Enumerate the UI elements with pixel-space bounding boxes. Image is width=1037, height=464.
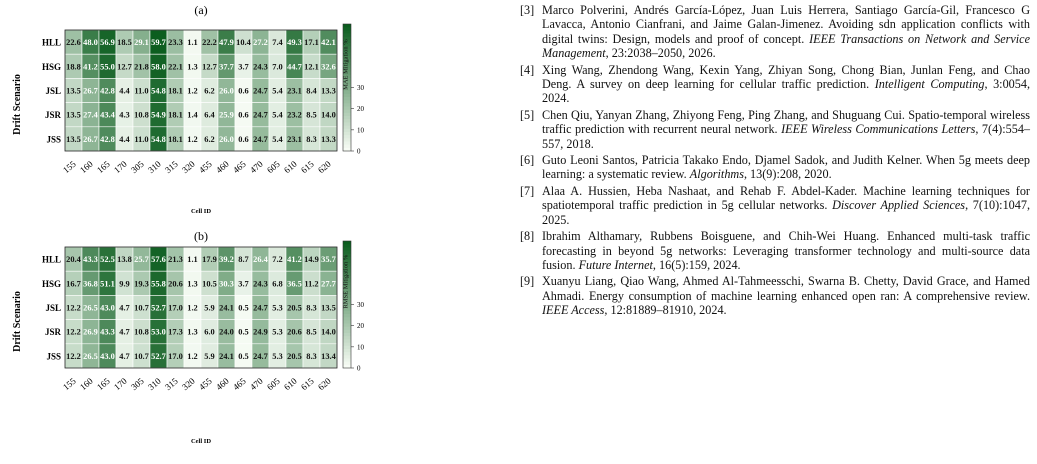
heatmap-cell-label: 5.4: [272, 134, 283, 144]
heatmap-cell-label: 47.9: [219, 38, 234, 48]
heatmap-cell-label: 8.4: [306, 86, 317, 96]
reference-text: Xing Wang, Zhendong Wang, Kexin Yang, Zhiyan Song, Chong Bian, Junlan Feng, and Chao Deng. A survey on deep learning for cellular traffic prediction.: [542, 62, 1030, 92]
reference-text: Alaa A. Hussien, Heba Nashaat, and Rehab F. Abdel-Kader. Machine learning techniques for spatiotemporal traffic prediction in 5g cellular networks.: [542, 183, 1030, 213]
colorbar-segment: [343, 311, 351, 315]
heatmap-cell-label: 26.9: [83, 327, 98, 337]
heatmap-cell-label: 43.0: [100, 351, 115, 361]
colorbar-segment: [343, 251, 351, 255]
heatmap-cell-label: 14.0: [321, 110, 336, 120]
heatmap-cell-label: 49.3: [287, 38, 302, 48]
heatmap-cell-label: 18.1: [168, 110, 183, 120]
heatmap-cell-label: 1.4: [187, 110, 198, 120]
reference-list: [520, 3, 1030, 320]
heatmap-cell-label: 13.3: [321, 134, 336, 144]
heatmap-cell-label: 10.8: [134, 327, 149, 337]
heatmap-cell-label: 9.9: [119, 279, 130, 289]
x-tick-label: 310: [146, 158, 163, 176]
heatmap-cell-label: 12.2: [66, 303, 81, 313]
heatmap-cell-label: 1.1: [187, 38, 198, 48]
heatmap-cell-label: 27.2: [253, 38, 268, 48]
heatmap-cell-label: 22.1: [168, 62, 183, 72]
heatmap-cell-label: 13.5: [66, 134, 81, 144]
reference-tail: , 16(5):159, 2024.: [652, 257, 741, 272]
x-tick-label: 465: [231, 375, 248, 393]
heatmap-cell-label: 6.8: [272, 279, 283, 289]
heatmap-cell-label: 0.5: [238, 303, 249, 313]
colorbar-segment: [343, 314, 351, 318]
heatmap-cell-label: 1.1: [187, 255, 198, 265]
reference-text: Marco Polverini, Andrés García-López, Juan Luis Herrera, Santiago García-Gil, Francesco G Lavacca, Antonio Cianfrani, and Jaime Galan-Jimenez. Avoiding sdn application conflicts with digital twins: Design, models and proof of concept.: [542, 3, 1030, 46]
heatmap-cell-label: 0.6: [238, 110, 249, 120]
heatmap-cell-label: 8.3: [306, 303, 317, 313]
heatmap-cell-label: 13.5: [66, 86, 81, 96]
heatmap-cell-label: 55.0: [100, 62, 115, 72]
heatmap-cell-label: 26.4: [253, 255, 268, 265]
heatmap-cell-label: 42.8: [100, 86, 115, 96]
heatmap-cell-label: 51.1: [100, 279, 115, 289]
y-tick-label: JSL: [45, 303, 61, 313]
x-tick-label: 320: [180, 375, 197, 393]
colorbar-segment: [343, 336, 351, 340]
heatmap-cell-label: 24.7: [253, 110, 268, 120]
heatmap-cell-label: 19.3: [134, 279, 149, 289]
heatmap-cell-label: 5.9: [204, 303, 215, 313]
x-tick-label: 320: [180, 158, 197, 176]
heatmap-cell-label: 20.5: [287, 303, 302, 313]
heatmap-cell-label: 42.1: [321, 38, 336, 48]
heatmap-cell-label: 10.4: [236, 38, 251, 48]
colorbar-segment: [343, 126, 351, 130]
heatmap-cell-label: 6.4: [204, 110, 215, 120]
heatmap-cell-label: 0.6: [238, 134, 249, 144]
x-tick-label: 620: [316, 158, 333, 176]
heatmap-cell-label: 13.8: [117, 255, 132, 265]
colorbar-tick-label: 30: [357, 301, 364, 309]
heatmap-cell-label: 20.6: [168, 279, 183, 289]
colorbar-segment: [343, 343, 351, 347]
heatmap-cell-label: 32.6: [321, 62, 336, 72]
heatmap-cell-label: 55.8: [151, 279, 166, 289]
heatmap-cell-label: 10.7: [134, 303, 149, 313]
heatmap-cell-label: 25.9: [219, 110, 234, 120]
x-tick-label: 615: [299, 158, 316, 176]
x-tick-label: 305: [129, 375, 146, 393]
y-tick-label: HSG: [41, 278, 61, 289]
heatmap-cell-label: 8.5: [306, 110, 317, 120]
heatmap-cell-label: 48.0: [83, 38, 98, 48]
reference-number: [3]: [520, 3, 535, 17]
x-tick-label: 470: [248, 375, 265, 393]
heatmap-cell-label: 22.2: [202, 38, 217, 48]
heatmap-cell-label: 24.7: [253, 303, 268, 313]
heatmap-cell-label: 59.7: [151, 38, 166, 48]
heatmap-cell-label: 4.7: [119, 327, 130, 337]
heatmap-cell-label: 10.7: [134, 351, 149, 361]
y-tick-label: HLL: [41, 37, 61, 48]
colorbar-segment: [343, 330, 351, 334]
heatmap-cell-label: 36.5: [287, 279, 302, 289]
heatmap-cell-label: 18.1: [168, 86, 183, 96]
x-tick-label: 455: [197, 158, 214, 176]
x-tick-label: 165: [95, 375, 112, 393]
colorbar-label: MAE Mitigation %: [342, 39, 350, 90]
heatmap-cell-label: 54.8: [151, 86, 166, 96]
heatmap-cell-label: 7.2: [272, 255, 283, 265]
heatmap-cell-label: 11.2: [304, 279, 319, 289]
reference-venue: IEEE Access: [542, 303, 605, 318]
heatmap-cell-label: 29.1: [134, 38, 149, 48]
heatmap-cell-label: 24.3: [253, 279, 268, 289]
heatmap-cell-label: 37.7: [219, 62, 234, 72]
reference-venue: IEEE Wireless Communications Letters: [781, 122, 976, 137]
heatmap-cell-label: 20.6: [287, 327, 302, 337]
heatmap-cell-label: 52.7: [151, 351, 166, 361]
heatmap-cell-label: 5.4: [272, 110, 283, 120]
colorbar-segment: [343, 91, 351, 95]
reference-item: [520, 274, 1030, 317]
heatmap-cell-label: 18.1: [168, 134, 183, 144]
x-tick-label: 465: [231, 158, 248, 176]
heatmap-cell-label: 44.7: [287, 62, 302, 72]
reference-tail: , 7(10):1047, 2025.: [542, 198, 1030, 227]
heatmap-cell-label: 23.3: [168, 38, 183, 48]
heatmap-cell-label: 1.2: [187, 351, 198, 361]
heatmap-cell-label: 12.7: [202, 62, 217, 72]
colorbar-segment: [343, 135, 351, 139]
colorbar-segment: [343, 97, 351, 101]
heatmap-cell-label: 13.4: [321, 351, 336, 361]
x-tick-label: 170: [112, 158, 129, 176]
heatmap-cell-label: 30.3: [219, 279, 234, 289]
heatmap-cell-label: 1.3: [187, 62, 198, 72]
colorbar-tick-label: 10: [357, 126, 364, 135]
heatmap-cell-label: 8.3: [306, 351, 317, 361]
x-tick-label: 620: [316, 375, 333, 393]
heatmap-cell-label: 26.7: [83, 134, 98, 144]
heatmap-cell-label: 1.2: [187, 134, 198, 144]
heatmap-cell-label: 27.7: [321, 279, 336, 289]
heatmap-cell-label: 0.5: [238, 351, 249, 361]
x-tick-label: 170: [112, 375, 129, 393]
heatmap-cell-label: 5.4: [272, 86, 283, 96]
heatmap-cell-label: 1.3: [187, 279, 198, 289]
reference-number: [6]: [520, 153, 535, 168]
colorbar-segment: [343, 362, 351, 366]
reference-item: [520, 108, 1030, 151]
colorbar-segment: [343, 138, 351, 142]
heatmap-cell-label: 4.7: [119, 351, 130, 361]
colorbar-segment: [343, 145, 351, 149]
y-tick-label: JSS: [46, 134, 61, 145]
heatmap-cell-label: 24.1: [219, 303, 234, 313]
heatmap-cell-label: 24.7: [253, 86, 268, 96]
heatmap-cell-label: 52.7: [151, 303, 166, 313]
heatmap-figure: [0, 0, 500, 464]
heatmap-cell-label: 7.4: [272, 38, 283, 48]
reference-number: [8]: [520, 229, 535, 244]
colorbar-segment: [343, 24, 351, 28]
heatmap-cell-label: 3.7: [238, 279, 249, 289]
x-tick-label: 615: [299, 375, 316, 393]
reference-venue: IEEE Transactions on Network and Service Management: [542, 31, 1030, 61]
heatmap-cell-label: 57.6: [151, 255, 166, 265]
reference-venue: Algorithms: [689, 167, 744, 182]
reference-number: [4]: [520, 62, 535, 77]
heatmap-cell-label: 27.4: [83, 110, 98, 120]
heatmap-cell-label: 43.3: [83, 255, 98, 265]
heatmap-cell-label: 20.5: [287, 351, 302, 361]
colorbar-segment: [343, 324, 351, 328]
heatmap-cell-label: 5.3: [272, 327, 283, 337]
heatmap-svg: [0, 0, 500, 464]
x-axis-label: Cell ID: [190, 438, 212, 445]
colorbar-segment: [343, 110, 351, 114]
heatmap-cell-label: 17.0: [168, 351, 183, 361]
reference-number: [7]: [520, 183, 535, 198]
colorbar-segment: [343, 141, 351, 145]
heatmap-cell-label: 8.3: [306, 134, 317, 144]
heatmap-cell-label: 11.0: [134, 134, 149, 144]
heatmap-cell-label: 23.2: [287, 110, 302, 120]
reference-item: [520, 184, 1030, 227]
y-tick-label: JSL: [45, 86, 61, 96]
colorbar-segment: [343, 320, 351, 324]
heatmap-cell-label: 52.5: [100, 255, 115, 265]
heatmap-cell-label: 23.1: [287, 134, 302, 144]
heatmap-cell-label: 24.0: [219, 327, 234, 337]
colorbar-segment: [343, 352, 351, 356]
heatmap-cell-label: 25.7: [134, 255, 149, 265]
heatmap-cell-label: 8.7: [238, 255, 249, 265]
heatmap-cell-label: 12.2: [66, 327, 81, 337]
colorbar-segment: [343, 333, 351, 337]
colorbar-tick-label: 0: [357, 147, 361, 156]
y-tick-label: HSG: [41, 61, 61, 72]
x-tick-label: 470: [248, 158, 265, 176]
colorbar-tick-label: 30: [357, 84, 364, 92]
colorbar-segment: [343, 244, 351, 248]
reference-item: [520, 63, 1030, 106]
heatmap-cell-label: 43.3: [100, 327, 115, 337]
x-tick-label: 160: [78, 375, 95, 393]
x-tick-label: 610: [282, 375, 299, 393]
heatmap-cell-label: 17.0: [168, 303, 183, 313]
heatmap-cell-label: 12.1: [304, 62, 319, 72]
heatmap-cell-label: 26.0: [219, 86, 234, 96]
heatmap-cell-label: 58.0: [151, 62, 166, 72]
colorbar-tick-label: 20: [357, 322, 364, 331]
reference-tail: , 3:0054, 2024.: [542, 77, 1030, 106]
reference-venue: Discover Applied Sciences: [832, 198, 966, 213]
x-tick-label: 160: [78, 158, 95, 176]
colorbar-segment: [343, 103, 351, 107]
colorbar-segment: [343, 317, 351, 321]
heatmap-cell-label: 39.2: [219, 255, 234, 265]
x-tick-label: 155: [61, 158, 78, 176]
heatmap-cell-label: 3.7: [238, 62, 249, 72]
heatmap-cell-label: 56.9: [100, 38, 115, 48]
heatmap-cell-label: 18.8: [66, 62, 81, 72]
colorbar-segment: [343, 122, 351, 126]
reference-tail: , 7(4):554–557, 2018.: [542, 122, 1031, 151]
heatmap-cell-label: 0.6: [238, 86, 249, 96]
reference-item: [520, 3, 1030, 61]
x-tick-label: 605: [265, 375, 282, 393]
reference-number: [9]: [520, 274, 535, 289]
heatmap-cell-label: 17.9: [202, 255, 217, 265]
colorbar-segment: [343, 113, 351, 117]
x-tick-label: 315: [163, 375, 180, 393]
x-tick-label: 460: [214, 158, 231, 176]
heatmap-cell-label: 35.7: [321, 255, 336, 265]
colorbar-segment: [343, 339, 351, 343]
heatmap-cell-label: 26.5: [83, 303, 98, 313]
x-tick-label: 310: [146, 375, 163, 393]
heatmap-cell-label: 26.5: [83, 351, 98, 361]
heatmap-cell-label: 36.8: [83, 279, 98, 289]
heatmap-cell-label: 23.1: [287, 86, 302, 96]
reference-text: Xuanyu Liang, Qiao Wang, Ahmed Al-Tahmeesschi, Swarna B. Chetty, David Grace, and Hamed Ahmadi. Energy consumption of machine learning enhanced open ran: A comprehensive review.: [542, 274, 1030, 303]
heatmap-cell-label: 43.4: [100, 110, 115, 120]
x-tick-label: 315: [163, 158, 180, 176]
heatmap-cell-label: 54.8: [151, 134, 166, 144]
heatmap-cell-label: 24.3: [253, 62, 268, 72]
y-tick-label: HLL: [41, 254, 61, 265]
heatmap-cell-label: 12.7: [117, 62, 132, 72]
heatmap-cell-label: 41.2: [83, 62, 98, 72]
heatmap-cell-label: 4.3: [119, 110, 130, 120]
heatmap-cell-label: 4.7: [119, 303, 130, 313]
heatmap-cell-label: 24.9: [253, 327, 268, 337]
x-tick-label: 455: [197, 375, 214, 393]
reference-tail: , 23:2038–2050, 2026.: [605, 46, 716, 61]
heatmap-cell-label: 10.5: [202, 279, 217, 289]
colorbar-segment: [343, 34, 351, 38]
heatmap-cell-label: 6.2: [204, 86, 215, 96]
heatmap-cell-label: 5.9: [204, 351, 215, 361]
heatmap-cell-label: 6.0: [204, 327, 215, 337]
colorbar-segment: [343, 346, 351, 350]
heatmap-cell-label: 24.7: [253, 351, 268, 361]
reference-number: [5]: [520, 107, 535, 122]
heatmap-cell-label: 20.4: [66, 255, 81, 265]
reference-text: Chen Qiu, Yanyan Zhang, Zhiyong Feng, Ping Zhang, and Shuguang Cui. Spatio-temporal wireless traffic prediction with recurrent neural network.: [542, 107, 1030, 137]
heatmap-cell-label: 7.0: [272, 62, 283, 72]
heatmap-cell-label: 0.5: [238, 327, 249, 337]
heatmap-cell-label: 17.3: [168, 327, 183, 337]
heatmap-cell-label: 1.2: [187, 86, 198, 96]
heatmap-cell-label: 10.8: [134, 110, 149, 120]
heatmap-cell-label: 41.2: [287, 255, 302, 265]
reference-text: Guto Leoni Santos, Patricia Takako Endo, Djamel Sadok, and Judith Kelner. When 5g meets deep learning: a systematic review.: [542, 153, 1030, 182]
colorbar-segment: [343, 30, 351, 34]
colorbar-segment: [343, 119, 351, 123]
heatmap-cell-label: 14.9: [304, 255, 319, 265]
reference-item: [520, 229, 1030, 272]
heatmap-cell-label: 42.8: [100, 134, 115, 144]
heatmap-cell-label: 22.6: [66, 38, 81, 48]
heatmap-cell-label: 16.7: [66, 279, 81, 289]
x-axis-label: Cell ID: [190, 208, 212, 215]
colorbar-segment: [343, 349, 351, 353]
colorbar-segment: [343, 116, 351, 120]
colorbar-label: RMSE Mitigation %: [342, 254, 350, 309]
colorbar-segment: [343, 358, 351, 362]
colorbar-segment: [343, 132, 351, 136]
heatmap-cell-label: 26.7: [83, 86, 98, 96]
colorbar-tick-label: 0: [357, 364, 361, 373]
heatmap-cell-label: 4.4: [119, 134, 130, 144]
reference-venue: Intelligent Computing: [874, 77, 985, 92]
heatmap-cell-label: 13.3: [321, 86, 336, 96]
colorbar-tick-label: 20: [357, 105, 364, 114]
x-tick-label: 155: [61, 375, 78, 393]
x-tick-label: 460: [214, 375, 231, 393]
x-tick-label: 605: [265, 158, 282, 176]
heatmap-cell-label: 5.3: [272, 303, 283, 313]
reference-item: [520, 153, 1030, 182]
colorbar-segment: [343, 241, 351, 245]
y-tick-label: JSS: [46, 351, 61, 362]
colorbar-segment: [343, 129, 351, 133]
colorbar-segment: [343, 247, 351, 251]
chart-title: (b): [194, 229, 208, 243]
heatmap-cell-label: 54.9: [151, 110, 166, 120]
heatmap-cell-label: 43.0: [100, 303, 115, 313]
heatmap-cell-label: 13.5: [321, 303, 336, 313]
y-tick-label: JSR: [44, 110, 61, 121]
heatmap-cell-label: 1.3: [187, 327, 198, 337]
heatmap-cell-label: 18.5: [117, 38, 132, 48]
heatmap-cell-label: 8.5: [306, 327, 317, 337]
heatmap-cell-label: 17.1: [304, 38, 319, 48]
heatmap-cell-label: 1.2: [187, 303, 198, 313]
colorbar-segment: [343, 355, 351, 359]
heatmap-cell-label: 12.2: [66, 351, 81, 361]
x-tick-label: 610: [282, 158, 299, 176]
y-tick-label: JSR: [44, 327, 61, 338]
heatmap-cell-label: 21.3: [168, 255, 183, 265]
heatmap-cell-label: 11.0: [134, 86, 149, 96]
reference-text: Ibrahim Althamary, Rubbens Boisguene, and Chih-Wei Huang. Enhanced multi-task traffic forecasting in beyond 5g networks: Leveraging transformer technology and multi-source data fusion.: [542, 229, 1030, 272]
colorbar-segment: [343, 94, 351, 98]
y-axis-label: Drift Scenario: [12, 291, 23, 352]
chart-title: (a): [194, 3, 208, 17]
y-axis-label: Drift Scenario: [12, 74, 23, 135]
colorbar-segment: [343, 327, 351, 331]
heatmap-cell-label: 13.5: [66, 110, 81, 120]
x-tick-label: 305: [129, 158, 146, 176]
heatmap-cell-label: 6.2: [204, 134, 215, 144]
colorbar-segment: [343, 27, 351, 31]
heatmap-cell-label: 4.4: [119, 86, 130, 96]
colorbar-segment: [343, 107, 351, 111]
heatmap-cell-label: 24.1: [219, 351, 234, 361]
heatmap-cell-label: 21.8: [134, 62, 149, 72]
heatmap-cell-label: 26.0: [219, 134, 234, 144]
reference-tail: , 12:81889–81910, 2024.: [604, 303, 727, 318]
heatmap-cell-label: 14.0: [321, 327, 336, 337]
reference-tail: , 13(9):208, 2020.: [743, 167, 832, 182]
heatmap-cell-label: 5.3: [272, 351, 283, 361]
colorbar-tick-label: 10: [357, 343, 364, 352]
reference-venue: Future Internet: [578, 257, 653, 272]
colorbar-segment: [343, 100, 351, 104]
heatmap-cell-label: 24.7: [253, 134, 268, 144]
heatmap-cell-label: 53.0: [151, 327, 166, 337]
x-tick-label: 165: [95, 158, 112, 176]
